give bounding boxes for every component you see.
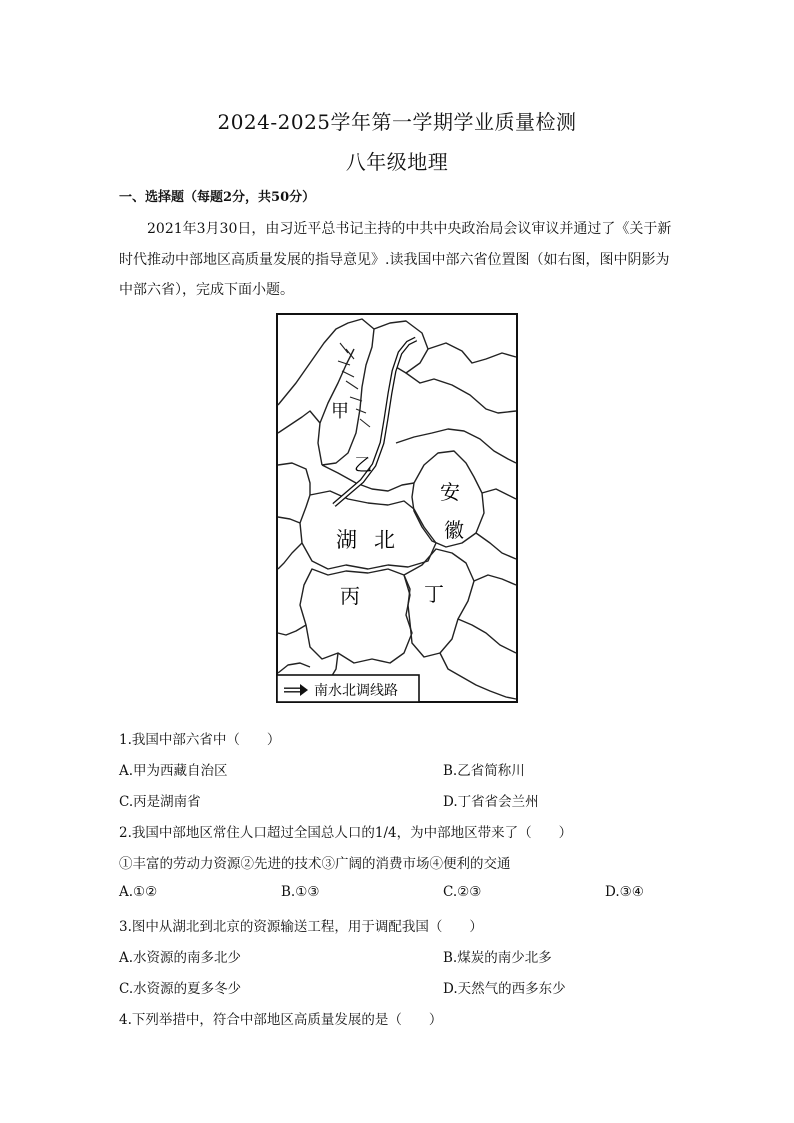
q1-option-d[interactable]: D.丁省省会兰州 — [443, 794, 539, 810]
q3-option-c[interactable]: C.水资源的夏多冬少 — [119, 981, 242, 997]
label-bing: 丙 — [340, 584, 360, 608]
label-hubei-1: 湖 — [336, 528, 357, 552]
q2-option-d[interactable]: D.③④ — [605, 884, 644, 900]
exam-title: 2024-2025学年第一学期学业质量检测 — [217, 110, 577, 134]
label-jia: 甲 — [331, 401, 349, 422]
q2-option-a[interactable]: A.①② — [119, 884, 158, 900]
label-yi: 乙 — [354, 455, 372, 476]
legend-label: 南水北调线路 — [314, 683, 398, 699]
label-anhui-1: 安 — [440, 480, 460, 504]
map-legend — [277, 675, 419, 702]
question-1-stem: 1.我国中部六省中（ ） — [119, 732, 281, 748]
q3-option-a[interactable]: A.水资源的南多北少 — [119, 950, 242, 966]
central-provinces-map — [276, 313, 518, 703]
q3-option-b[interactable]: B.煤炭的南少北多 — [443, 950, 552, 966]
question-intro: 2021年3月30日，由习近平总书记主持的中共中央政治局会议审议并通过了《关于新时代推动中部地区高质量发展的指导意见》.读我国中部六省位置图（如右图，图中阴影为中部六省），完成下面小题。 — [119, 221, 672, 298]
map-frame — [277, 314, 517, 702]
question-4-stem: 4.下列举措中，符合中部地区高质量发展的是（ ） — [119, 1012, 443, 1028]
label-anhui-2: 徽 — [444, 518, 464, 542]
q1-option-b[interactable]: B.乙省简称川 — [443, 763, 525, 779]
q2-option-c[interactable]: C.②③ — [443, 884, 482, 900]
section-heading: 一、选择题（每题2分，共50分） — [119, 190, 316, 205]
label-hubei-2: 北 — [374, 528, 395, 552]
q3-option-d[interactable]: D.天然气的西多东少 — [443, 981, 566, 997]
exam-subtitle: 八年级地理 — [345, 150, 449, 174]
q1-option-c[interactable]: C.丙是湖南省 — [119, 794, 201, 810]
label-ding: 丁 — [424, 582, 444, 606]
question-2-choices: ①丰富的劳动力资源②先进的技术③广阔的消费市场④便利的交通 — [119, 856, 511, 872]
question-2-stem: 2.我国中部地区常住人口超过全国总人口的1/4，为中部地区带来了（ ） — [119, 825, 573, 841]
q2-option-b[interactable]: B.①③ — [281, 884, 320, 900]
question-3-stem: 3.图中从湖北到北京的资源输送工程，用于调配我国（ ） — [119, 919, 483, 935]
q1-option-a[interactable]: A.甲为西藏自治区 — [119, 763, 228, 779]
